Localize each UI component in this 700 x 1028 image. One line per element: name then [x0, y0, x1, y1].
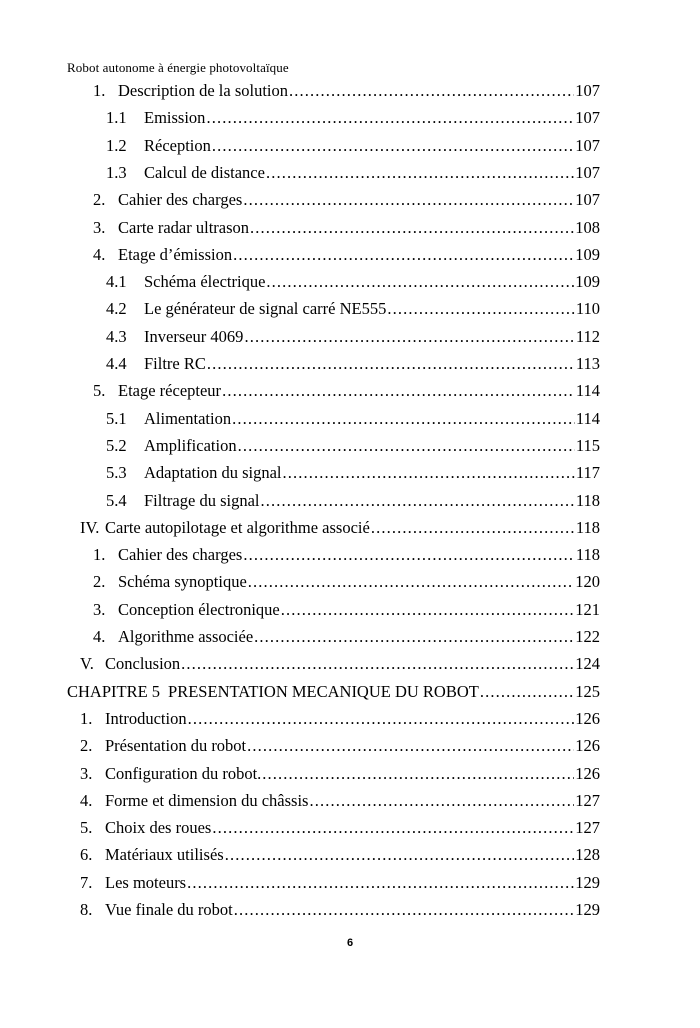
toc-dot-leader	[222, 381, 575, 401]
toc-entry-number: 4.	[80, 790, 93, 810]
toc-entry-number: V.	[80, 654, 94, 674]
toc-entry-title: Description de la solution	[118, 81, 289, 100]
toc-entry-title: Configuration du robot.	[105, 763, 262, 783]
toc-entry[interactable]	[80, 709, 600, 735]
toc-dot-leader	[243, 545, 575, 565]
toc-entry-number: 3.	[93, 599, 106, 619]
toc-entry-number: 1.	[80, 708, 93, 728]
toc-entry[interactable]	[106, 136, 600, 162]
toc-entry[interactable]	[80, 900, 600, 926]
toc-entry-number: 5.3	[106, 463, 127, 483]
toc-entry[interactable]	[93, 572, 600, 598]
toc-entry-number: 3.	[80, 763, 93, 783]
toc-entry[interactable]	[106, 463, 600, 489]
toc-entry-page: 107	[575, 135, 600, 155]
toc-entry-page: 127	[575, 818, 600, 838]
toc-entry-number: 5.1	[106, 408, 127, 428]
toc-dot-leader	[250, 218, 574, 238]
toc-dot-leader	[248, 572, 574, 592]
toc-entry-title: Cahier des charges	[118, 190, 243, 210]
toc-entry-number: 5.4	[106, 490, 127, 510]
toc-entry[interactable]	[80, 873, 600, 899]
toc-entry[interactable]	[106, 436, 600, 462]
toc-entry[interactable]	[67, 682, 600, 708]
toc-entry-title: Carte autopilotage et algorithme associé	[105, 517, 370, 537]
toc-entry-page: 126	[575, 708, 600, 728]
toc-entry-title: Conception électronique	[118, 599, 280, 619]
toc-entry[interactable]	[80, 736, 600, 762]
toc-entry-page: 107	[575, 81, 600, 100]
toc-entry-page: 129	[575, 872, 600, 892]
toc-entry-number: 4.2	[106, 299, 127, 319]
toc-entry-number: 8.	[80, 900, 93, 919]
toc-entry[interactable]	[93, 245, 600, 271]
toc-entry-page: 107	[575, 162, 600, 182]
toc-dot-leader	[225, 845, 575, 865]
toc-entry-page: 108	[575, 217, 600, 237]
toc-entry-number: 2.	[93, 572, 106, 592]
toc-entry[interactable]	[93, 600, 600, 626]
toc-entry[interactable]	[106, 491, 600, 517]
toc-entry[interactable]	[93, 218, 600, 244]
toc-entry-number: 5.	[93, 381, 106, 401]
toc-entry[interactable]	[80, 791, 600, 817]
toc-entry[interactable]	[80, 654, 600, 680]
toc-dot-leader	[233, 245, 574, 265]
toc-entry-title: Schéma synoptique	[118, 572, 247, 592]
toc-entry[interactable]	[106, 327, 600, 353]
toc-entry-page: 118	[575, 490, 600, 510]
toc-entry[interactable]	[93, 81, 600, 107]
toc-dot-leader	[232, 409, 575, 429]
toc-entry-title: Forme et dimension du châssis	[105, 790, 309, 810]
toc-entry-page: 114	[575, 408, 600, 428]
toc-dot-leader	[480, 682, 574, 702]
toc-dot-leader	[262, 764, 574, 784]
toc-dot-leader	[188, 709, 575, 729]
toc-entry-page: 126	[575, 736, 600, 756]
toc-entry-title: Matériaux utilisés	[105, 845, 224, 865]
toc-entry[interactable]	[93, 627, 600, 653]
toc-entry[interactable]	[106, 409, 600, 435]
toc-dot-leader	[243, 190, 574, 210]
toc-dot-leader	[207, 354, 575, 374]
toc-entry-page: 118	[575, 545, 600, 565]
toc-dot-leader	[244, 327, 574, 347]
toc-entry-number: 4.3	[106, 326, 127, 346]
toc-entry-number: 1.2	[106, 135, 127, 155]
toc-entry-number: 2.	[93, 190, 106, 210]
toc-entry-number: 5.	[80, 818, 93, 838]
toc-dot-leader	[181, 654, 574, 674]
toc-entry-number: 2.	[80, 736, 93, 756]
toc-entry-page: 109	[575, 244, 600, 264]
toc-entry-title: Carte radar ultrason	[118, 217, 250, 237]
toc-entry-number: IV.	[80, 517, 100, 537]
toc-entry-title: Algorithme associée	[118, 627, 254, 646]
toc-entry-page: 110	[575, 299, 600, 319]
toc-entry[interactable]	[93, 190, 600, 216]
toc-entry-title: Calcul de distance	[144, 162, 265, 182]
toc-entry-page: 120	[575, 572, 600, 592]
toc-dot-leader	[282, 463, 574, 483]
toc-entry-title: Emission	[144, 108, 206, 128]
toc-entry-title: Vue finale du robot	[105, 900, 233, 919]
toc-entry[interactable]	[80, 518, 600, 544]
toc-entry-title: PRESENTATION MECANIQUE DU ROBOT	[168, 681, 479, 701]
toc-entry-page: 127	[575, 790, 600, 810]
toc-entry-page: 121	[575, 599, 600, 619]
toc-entry-number: CHAPITRE 5	[67, 681, 161, 701]
toc-entry-page: 129	[575, 900, 600, 919]
toc-entry-title: Réception	[144, 135, 211, 155]
toc-entry-title: Le générateur de signal carré NE555	[144, 299, 387, 319]
toc-entry-title: Choix des roues	[105, 818, 212, 838]
toc-entry-title: Etage d’émission	[118, 244, 233, 264]
toc-entry-page: 128	[575, 845, 600, 865]
toc-entry-number: 4.	[93, 244, 106, 264]
toc-entry[interactable]	[106, 163, 600, 189]
toc-entry-title: Alimentation	[144, 408, 232, 428]
toc-dot-leader	[254, 627, 574, 647]
toc-entry-number: 7.	[80, 872, 93, 892]
toc-entry-number: 1.3	[106, 162, 127, 182]
toc-entry-page: 109	[575, 272, 600, 292]
toc-entry[interactable]	[80, 845, 600, 871]
toc-dot-leader	[371, 518, 575, 538]
toc-entry-page: 124	[575, 654, 600, 674]
toc-dot-leader	[187, 873, 574, 893]
toc-entry-title: Introduction	[105, 708, 187, 728]
toc-entry-page: 114	[575, 381, 600, 401]
toc-entry-page: 122	[575, 627, 600, 646]
toc-dot-leader	[212, 136, 574, 156]
toc-dot-leader	[387, 299, 575, 319]
toc-dot-leader	[266, 163, 574, 183]
toc-entry[interactable]	[80, 818, 600, 844]
toc-entry-number: 1.	[93, 81, 106, 100]
toc-entry-number: 4.4	[106, 354, 127, 373]
toc-entry-page: 112	[575, 326, 600, 346]
toc-entry-page: 113	[575, 354, 600, 373]
toc-entry-title: Les moteurs	[105, 872, 187, 892]
toc-entry-page: 125	[575, 681, 600, 701]
toc-entry-title: Etage récepteur	[118, 381, 222, 401]
toc-entry[interactable]	[106, 299, 600, 325]
toc-dot-leader	[234, 900, 574, 920]
toc-entry-number: 4.1	[106, 272, 127, 292]
toc-dot-leader	[247, 736, 574, 756]
toc-entry-number: 6.	[80, 845, 93, 865]
toc-dot-leader	[266, 272, 574, 292]
toc-entry-page: 107	[575, 190, 600, 210]
toc-entry-page: 126	[575, 763, 600, 783]
toc-dot-leader	[238, 436, 575, 456]
toc-entry-page: 107	[575, 108, 600, 128]
toc-entry-page: 115	[575, 435, 600, 455]
toc-entry-title: Présentation du robot	[105, 736, 247, 756]
page-number: 6	[346, 937, 354, 949]
toc-dot-leader	[206, 108, 574, 128]
toc-dot-leader	[281, 600, 575, 620]
toc-dot-leader	[260, 491, 574, 511]
toc-entry[interactable]	[106, 272, 600, 298]
toc-entry-number: 5.2	[106, 435, 127, 455]
toc-entry[interactable]	[106, 354, 600, 380]
toc-entry-title: Inverseur 4069	[144, 326, 244, 346]
toc-dot-leader	[289, 81, 574, 101]
toc-entry-number: 3.	[93, 217, 106, 237]
running-header: Robot autonome à énergie photovoltaïque	[67, 60, 289, 75]
toc-entry-title: Conclusion	[105, 654, 181, 674]
toc-dot-leader	[212, 818, 574, 838]
toc-entry-title: Filtre RC	[144, 354, 206, 373]
toc-entry-number: 1.1	[106, 108, 127, 128]
toc-entry[interactable]	[93, 545, 600, 571]
toc-dot-leader	[309, 791, 574, 811]
toc-entry[interactable]	[106, 108, 600, 134]
toc-entry-page: 117	[575, 463, 600, 483]
toc-entry[interactable]	[93, 381, 600, 407]
toc-entry-number: 4.	[93, 627, 106, 646]
toc-entry-page: 118	[575, 517, 600, 537]
toc-entry-title: Amplification	[144, 435, 237, 455]
toc-entry-number: 1.	[93, 545, 106, 565]
toc-entry-title: Adaptation du signal	[144, 463, 282, 483]
toc-entry-title: Schéma électrique	[144, 272, 266, 292]
toc-entry-title: Filtrage du signal	[144, 490, 260, 510]
toc-entry[interactable]	[80, 764, 600, 790]
toc-entry-title: Cahier des charges	[118, 545, 243, 565]
